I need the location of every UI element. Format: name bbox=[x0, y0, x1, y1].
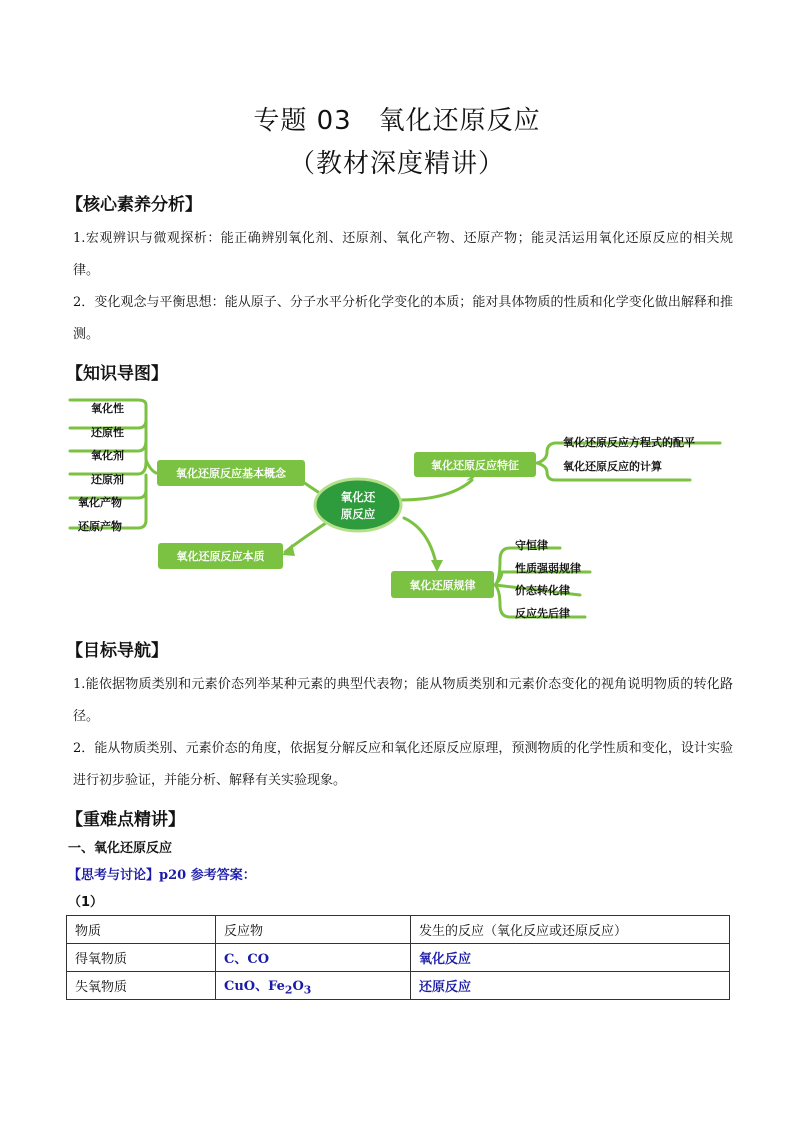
reactant-part: O bbox=[292, 978, 304, 994]
rule-item: 价态转化律 bbox=[515, 584, 570, 597]
row-reaction: 氧化反应 bbox=[411, 944, 730, 972]
basic-item: 氧化产物 bbox=[78, 496, 122, 509]
discussion-bracket: 【思考与讨论】 bbox=[68, 868, 160, 883]
row-label: 失氧物质 bbox=[67, 972, 216, 1000]
rule-item: 反应先后律 bbox=[515, 606, 570, 620]
center-line-1: 氧化还 bbox=[340, 490, 376, 504]
basic-item: 氧化性 bbox=[91, 402, 124, 415]
item-label: （1） bbox=[68, 895, 104, 910]
section-heading-core: 【核心素养分析】 bbox=[66, 195, 202, 215]
row-reaction: 还原反应 bbox=[411, 972, 730, 1000]
table-header-row bbox=[67, 916, 730, 944]
center-node-label bbox=[315, 489, 401, 523]
table-header: 物质 bbox=[67, 916, 216, 944]
section-heading-key: 【重难点精讲】 bbox=[66, 810, 185, 830]
subscript: 2 bbox=[284, 983, 293, 997]
answer-table bbox=[66, 915, 730, 1000]
page-title: 专题 03 氧化还原反应 bbox=[253, 106, 541, 136]
section-heading-map: 【知识导图】 bbox=[66, 364, 168, 384]
core-paragraph-2: 2．变化观念与平衡思想：能从原子、分子水平分析化学变化的本质；能对具体物质的性质和化学变化做出解释和推测。 bbox=[73, 295, 733, 342]
discussion-line bbox=[68, 864, 256, 883]
node-essence-label: 氧化还原反应本质 bbox=[176, 550, 265, 563]
goal-paragraph-1: 1.能依据物质类别和元素价态列举某种元素的典型代表物；能从物质类别和元素价态变化的视角说明物质的转化路径。 bbox=[73, 677, 733, 724]
subscript: 3 bbox=[303, 983, 312, 997]
table-row bbox=[67, 944, 730, 972]
core-paragraph-1: 1.宏观辨识与微观探析：能正确辨别氧化剂、还原剂、氧化产物、还原产物；能灵活运用氧化还原反应的相关规律。 bbox=[73, 231, 733, 278]
subheading-redox: 一、氧化还原反应 bbox=[68, 841, 173, 856]
center-line-2: 原反应 bbox=[340, 507, 376, 521]
feature-item: 氧化还原反应方程式的配平 bbox=[563, 436, 695, 449]
table-row bbox=[67, 972, 730, 1000]
section-heading-goal: 【目标导航】 bbox=[66, 641, 168, 661]
page-subtitle: （教材深度精讲） bbox=[288, 149, 505, 179]
reactant-part: CuO、Fe bbox=[224, 978, 285, 994]
table-header: 发生的反应（氧化反应或还原反应） bbox=[411, 916, 730, 944]
rule-item: 性质强弱规律 bbox=[515, 561, 581, 575]
basic-item: 还原性 bbox=[91, 425, 124, 439]
node-rule-label: 氧化还原规律 bbox=[409, 579, 476, 592]
node-basic-label: 氧化还原反应基本概念 bbox=[176, 467, 286, 480]
basic-item: 还原剂 bbox=[91, 472, 124, 486]
table-header: 反应物 bbox=[216, 916, 411, 944]
feature-item: 氧化还原反应的计算 bbox=[563, 460, 662, 473]
basic-items bbox=[76, 397, 124, 538]
goal-paragraph-2: 2．能从物质类别、元素价态的角度，依据复分解反应和氧化还原反应原理，预测物质的化学性质和变化，设计实验进行初步验证，并能分析、解释有关实验现象。 bbox=[73, 741, 733, 788]
rule-item: 守恒律 bbox=[515, 539, 548, 552]
row-reactants bbox=[216, 972, 411, 1000]
basic-item: 还原产物 bbox=[78, 519, 122, 533]
rule-items bbox=[515, 535, 581, 625]
row-label: 得氧物质 bbox=[67, 944, 216, 972]
basic-item: 氧化剂 bbox=[91, 449, 124, 462]
row-reactants: C、CO bbox=[216, 944, 411, 972]
node-feature-label: 氧化还原反应特征 bbox=[431, 459, 519, 472]
discussion-answer-label: p20 参考答案： bbox=[159, 868, 256, 883]
